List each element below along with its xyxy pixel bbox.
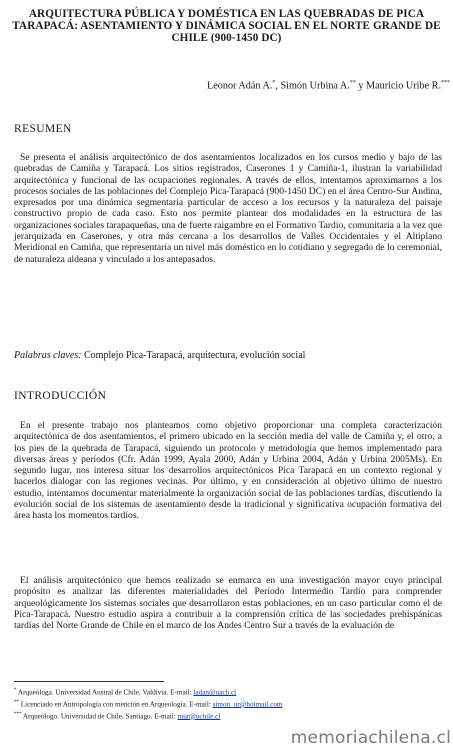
footnote-divider bbox=[14, 681, 164, 682]
footnote-2 bbox=[14, 698, 444, 710]
footnote-1 bbox=[14, 686, 444, 698]
author-2-mark: ** bbox=[349, 80, 356, 86]
footnote-1-email-link[interactable]: ladan@uach.cl bbox=[193, 688, 237, 697]
author-1: Leonor Adán A. bbox=[207, 80, 273, 92]
footnote-3-email-link[interactable]: mur@uchile.cl bbox=[177, 711, 221, 720]
author-3-mark: *** bbox=[441, 80, 450, 86]
resumen-paragraph: Se presenta el análisis arquitectónico de dos asentamientos localizados en los cursos medio y bajo de las quebradas de Camiña y Tarapacá. Los sitios registrados, Caserones 1 y Camiña-1, ilustran la variabilidad arquitectónica y funcional de las ocupaciones regionales. A través de ellos, intentamos aproximarnos a los procesos sociales de las poblaciones del Complejo Pica-Tarapacá (900-1450 DC) en el área Centro-Sur Andina, expresados por una dinámica segmentaria particular de acceso a los recursos y la naturaleza del paisaje constructivo propio de cada caso. Esto nos permite plantear dos modalidades en la estructura de las organizaciones sociales tarapaqueñas, una de fuerte raigambre en el Formativo Tardío, comunitaria a la vez que jerarquizada en Caserones, y otra más cercana a los desarrollos de Valles Occidentales y el Altiplano Meridional en Camiña, que representaría un nivel más doméstico en lo cotidiano y segregado de lo ceremonial, de naturaleza aldeana y vinculado a los antepasados. bbox=[14, 152, 442, 265]
footnote-2-mark: ** bbox=[14, 699, 19, 705]
intro-paragraph-1: En el presente trabajo nos planteamos como objetivo proporcionar una completa caracterización arquitectónica de dos asentamientos, el primero ubicado en la sección media del valle de Camiña y, el otro, a los pies de la quebrada de Tarapacá, siguiendo un protocolo y metodología que hemos implementado para diversas áreas y períodos (Cfr. Adán 1999, Ayala 2000, Adán y Urbina 2004, Adán y Urbina 2005Ms). En segundo lugar, nos interesa situar los desarrollos arquitectónicos Pica Tarapacá en un contexto regional y hacerlos dialogar con las regiones vecinas. Por último, y en consideración al objetivo último de nuestro estudio, intentamos documentar materialmente la organización social de las poblaciones tardías, discutiendo la evolución social de los sistemas de asentamiento desde la tradicional y significativa ocupación formativa del área hasta los momentos tardíos. bbox=[14, 420, 442, 522]
footnote-1-mark: * bbox=[14, 688, 17, 693]
footnote-1-text: Arqueóloga. Universidad Austral de Chile, Valdivia. E-mail: bbox=[16, 688, 194, 697]
keywords-line bbox=[14, 350, 442, 362]
resumen-heading: RESUMEN bbox=[14, 123, 72, 135]
footnote-3-text: Arqueólogo. Universidad de Chile, Santiago. E-mail: bbox=[21, 711, 178, 720]
footnote-3 bbox=[14, 710, 444, 722]
keywords-text: Complejo Pica-Tarapacá, arquitectura, evolución social bbox=[81, 350, 306, 361]
footnotes bbox=[14, 686, 444, 721]
footnote-2-text: Licenciado en Antropología con mención en Arqueología. E-mail: bbox=[19, 700, 213, 709]
keywords-label: Palabras claves: bbox=[14, 350, 82, 361]
footnote-3-mark: *** bbox=[14, 711, 22, 717]
footnote-2-email-link[interactable]: simon_ur@hotmail.com bbox=[212, 700, 283, 709]
author-1-mark: * bbox=[272, 80, 276, 86]
author-2: , Simón Urbina A. bbox=[275, 80, 350, 92]
paper-title: ARQUITECTURA PÚBLICA Y DOMÉSTICA EN LAS QUEBRADAS DE PICA TARAPACÁ: ASENTAMIENTO Y DINÁMICA SOCIAL EN EL NORTE GRANDE DE CHILE (900-1450 DC) bbox=[12, 8, 441, 44]
site-watermark: memoriachilena.cl bbox=[290, 728, 451, 748]
author-line bbox=[150, 80, 450, 91]
intro-paragraph-2: El análisis arquitectónico que hemos realizado se enmarca en una investigación mayor cuyo principal propósito es analizar las diferentes materialidades del Período Intermedio Tardío para comprender arqueológicamente los sistemas sociales que desarrollaron estas poblaciones, en un caso particular como el de Pica-Tarapacá. Nuestro estudio aspira a contribuir a la comprensión crítica de las sociedades prehispánicas tardías del Norte Grande de Chile en el marco de los Andes Centro Sur a través de la evaluación de bbox=[14, 575, 442, 632]
introduccion-heading: INTRODUCCIÓN bbox=[14, 390, 107, 402]
author-3: y Mauricio Uribe R. bbox=[355, 80, 441, 92]
